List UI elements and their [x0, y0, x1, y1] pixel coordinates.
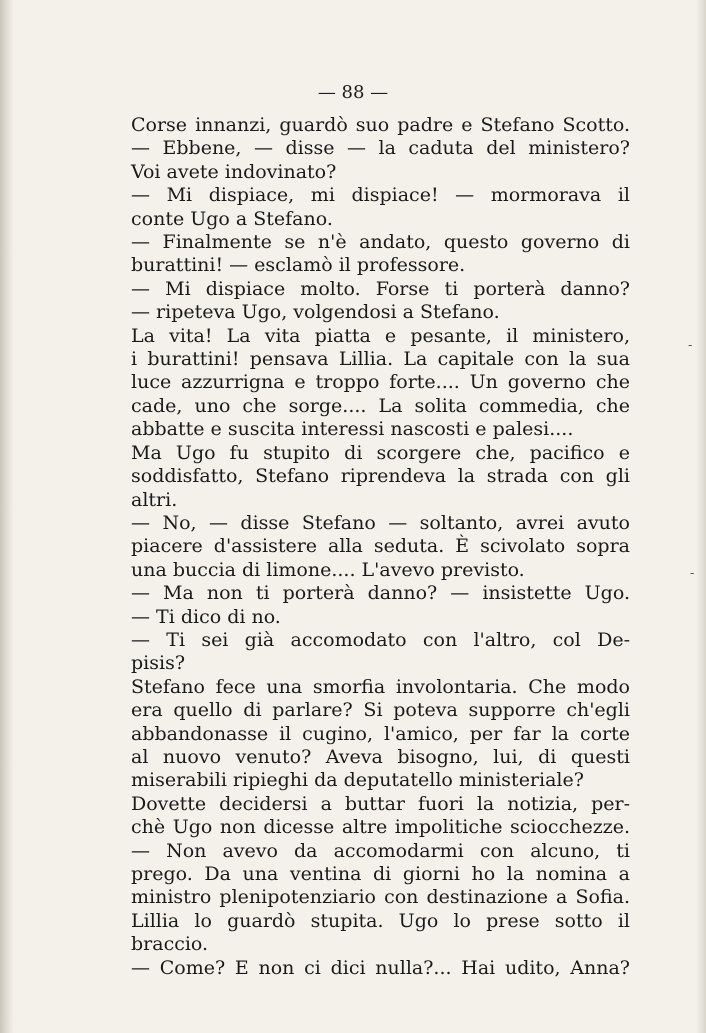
- text-line: al nuovo venuto? Aveva bisogno, lui, di questi: [131, 745, 630, 768]
- text-line: — Non avevo da accomodarmi con alcuno, ti: [131, 839, 630, 862]
- text-line: — Ma non ti porterà danno? — insistette Ugo.: [131, 582, 630, 605]
- text-line: pisis?: [131, 652, 186, 675]
- page-spine-shadow: [0, 0, 14, 1033]
- text-line: una buccia di limone.... L'avevo previsto.: [131, 558, 525, 581]
- text-line: era quello di parlare? Si poteva supporre ch'egli: [131, 699, 630, 722]
- text-line: braccio.: [131, 933, 209, 956]
- text-line: Lillia lo guardò stupita. Ugo lo prese sotto il: [131, 909, 630, 932]
- page-edge-shadow: [696, 0, 706, 1033]
- text-line: burattini! — esclamò il professore.: [131, 254, 466, 277]
- text-line: prego. Da una ventina di giorni ho la nomina a: [131, 863, 630, 885]
- text-line: La vita! La vita piatta e pesante, il ministero,: [131, 324, 630, 347]
- text-line: ministro plenipotenziario con destinazione a Sofia.: [131, 886, 630, 909]
- text-line: — Ebbene, — disse — la caduta del ministero?: [131, 137, 630, 160]
- text-line: abbatte e suscita interessi nascosti e palesi....: [131, 418, 574, 441]
- text-line: — Ti sei già accomodato con l'altro, col De-: [131, 628, 630, 651]
- text-line: — Come? E non ci dici nulla?... Hai udito, Anna?: [131, 956, 630, 979]
- text-line: — No, — disse Stefano — soltanto, avrei avuto: [131, 511, 630, 534]
- body-text: [131, 114, 630, 980]
- text-line: Corse innanzi, guardò suo padre e Stefano Scotto.: [131, 114, 630, 136]
- text-line: conte Ugo a Stefano.: [131, 207, 333, 230]
- text-line: Stefano fece una smorfia involontaria. Che modo: [131, 675, 630, 698]
- page-number: — 88 —: [317, 82, 389, 103]
- text-line: — Finalmente se n'è andato, questo governo di: [131, 231, 630, 254]
- text-line: Dovette decidersi a buttar fuori la notizia, per-: [131, 792, 630, 815]
- text-line: miserabili ripieghi da deputatello ministeriale?: [131, 769, 584, 792]
- text-line: — Mi dispiace molto. Forse ti porterà danno?: [131, 277, 630, 300]
- margin-mark: -: [688, 338, 693, 352]
- text-line: — Ti dico di no.: [131, 605, 281, 628]
- text-line: piacere d'assistere alla seduta. È scivolato sopra: [131, 535, 630, 558]
- text-line: Ma Ugo fu stupito di scorgere che, pacifico e: [131, 441, 630, 464]
- text-line: i burattini! pensava Lillia. La capitale con la sua: [131, 348, 630, 371]
- text-line: luce azzurrigna e troppo forte.... Un governo che: [131, 371, 630, 394]
- text-line: altri.: [131, 488, 178, 511]
- text-line: — Mi dispiace, mi dispiace! — mormorava il: [131, 184, 630, 207]
- text-line: — ripeteva Ugo, volgendosi a Stefano.: [131, 301, 500, 324]
- text-line: abbandonasse il cugino, l'amico, per far la corte: [131, 722, 630, 745]
- text-line: cade, uno che sorge.... La solita commedia, che: [131, 394, 630, 417]
- margin-mark: -: [690, 566, 695, 580]
- text-line: Voi avete indovinato?: [131, 160, 337, 183]
- text-line: chè Ugo non dicesse altre impolitiche sciocchezze.: [131, 816, 630, 839]
- text-line: soddisfatto, Stefano riprendeva la strada con gli: [131, 465, 630, 488]
